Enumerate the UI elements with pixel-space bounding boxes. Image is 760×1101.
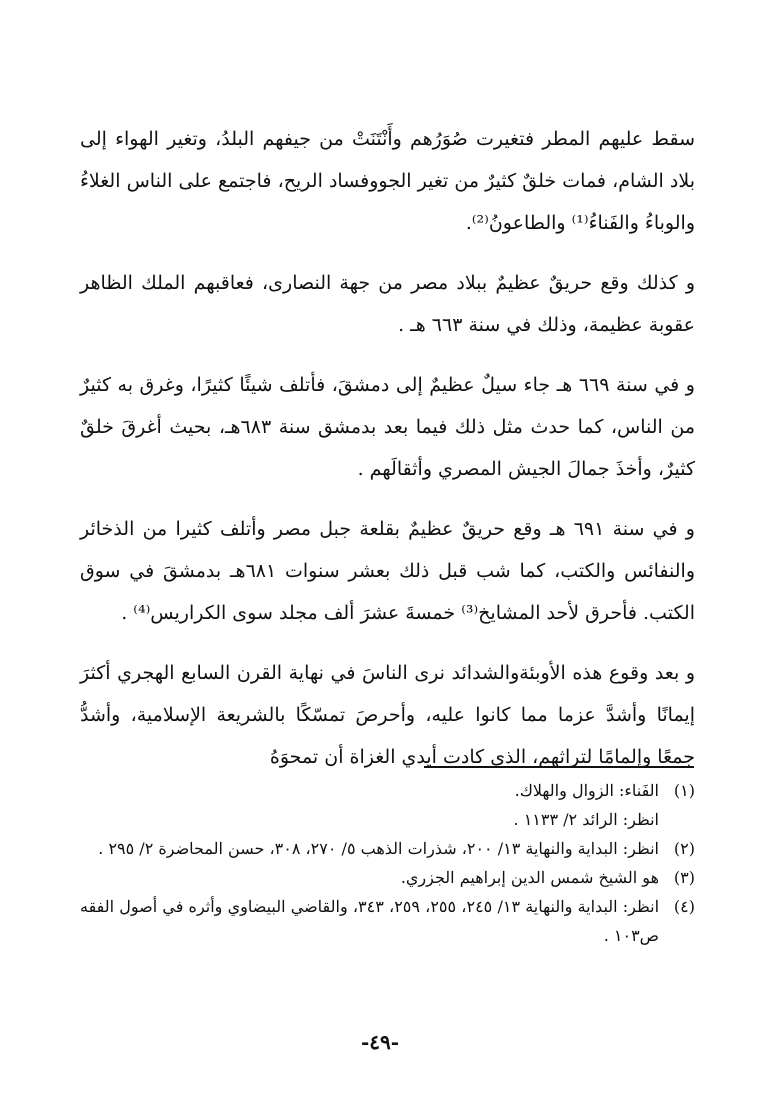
footnote-divider (424, 766, 694, 768)
footnote-2 (80, 834, 695, 863)
paragraph-2: و كذلك وقع حريقٌ عظيمٌ ببلاد مصر من جهة النصارى، فعاقبهم الملك الظاهر عقوبة عظيمة، وذلك في سنة ٦٦٣ هـ . (80, 272, 695, 336)
footnote-4 (80, 892, 695, 950)
page-number: -٤٩- (360, 1030, 400, 1054)
footnote-3 (80, 863, 695, 892)
footnote-number: (٢) (673, 839, 695, 858)
body-text (80, 118, 695, 796)
footnote-text: الفَناء: الزوال والهلاك. (514, 781, 659, 800)
footnote-text: انظر: البداية والنهاية ١٣/ ٢٠٠، شذرات الذهب ٥/ ٢٧٠، ٣٠٨، حسن المحاضرة ٢/ ٢٩٥ . (98, 839, 659, 858)
footnote-number: (١) (673, 781, 695, 800)
footnotes (80, 776, 695, 950)
paragraph-4: و في سنة ٦٩١ هـ وقع حريقٌ عظيمٌ بقلعة جبل مصر وأتلف كثيرا من الذخائر والنفائس والكتب، كما شب قبل ذلك بعشر سنوات ٦٨١هـ بدمشقَ في سوق الكتب. فأحرق لأحد المشايخ⁽³⁾ خمسةَ عشرَ ألف مجلد سوى الكراريس⁽⁴⁾ . (80, 518, 695, 624)
paragraph-1: سقط عليهم المطر فتغيرت صُوَرُهم وأَنْتَنَتْ من جيفهم البلدُ، وتغير الهواء إلى بلاد الشام، فمات خلقٌ كثيرٌ من تغير الجووفساد الريح، فاجتمع على الناس الغلاءُ والوباءُ والفَناءُ⁽¹⁾ والطاعونُ⁽²⁾. (80, 128, 695, 234)
footnote-1 (80, 776, 695, 805)
paragraph-5: و بعد وقوع هذه الأوبئةوالشدائد نرى الناسَ في نهاية القرن السابع الهجري أكثرَ إيمانًا وأشدَّ عزما مما كانوا عليه، وأحرصَ تمسّكًا بالشريعة الإسلامية، وأشدُّ جمعًا وإلمامًا لتراثهم، الذي كادت أيدي الغزاة أن تمحوَهُ (80, 662, 695, 768)
paragraph-3: و في سنة ٦٦٩ هـ جاء سيلٌ عظيمٌ إلى دمشقَ، فأتلف شيئًا كثيرًا، وغرق به كثيرٌ من الناس، كما حدث مثل ذلك فيما بعد بدمشق سنة ٦٨٣هـ، بحيث أغرقَ خلقٌ كثيرٌ، وأخذَ جمالَ الجيش المصري وأثقالَهم . (80, 374, 695, 480)
footnote-text: هو الشيخ شمس الدين إبراهيم الجزري. (400, 868, 659, 887)
footnote-1-continuation: انظر: الرائد ٢/ ١١٣٣ . (513, 810, 659, 829)
footnote-number: (٤) (673, 897, 695, 916)
footnote-number: (٣) (673, 868, 695, 887)
footnote-text: انظر: البداية والنهاية ١٣/ ٢٤٥، ٢٥٥، ٢٥٩، ٣٤٣، والقاضي البيضاوي وأثره في أصول الفقه ص١٠٣ . (80, 897, 660, 945)
